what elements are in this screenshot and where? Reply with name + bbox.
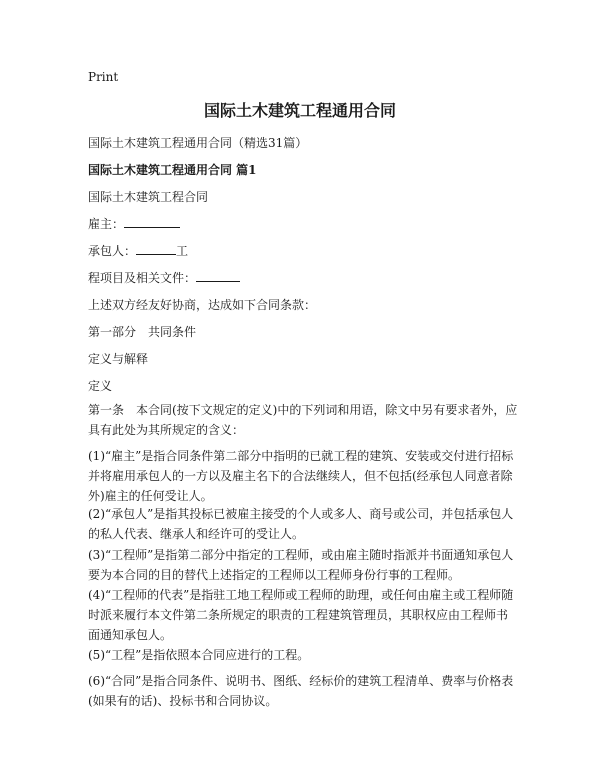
definitions-subheading: 定义 [88,379,113,393]
employer-label: 雇主： [88,217,125,231]
clause-definition-6: (6)“合同”是指合同条件、说明书、图纸、经标价的建筑工程清单、费率与价格表(如果有的话)、投标书和合同协议。 [88,674,514,708]
clause-definition-3: (3)“工程师”是指第二部分中指定的工程师，或由雇主随时指派并书面通知承包人要为本合同的目的替代上述指定的工程师以工程师身份行事的工程师。 [88,548,514,582]
definitions-heading: 定义与解释 [88,352,149,366]
document-subtitle: 国际土木建筑工程通用合同（精选31篇） [88,136,308,150]
clause-definition-4: (4)“工程师的代表”是指驻工地工程师或工程师的助理，或任何由雇主或工程师随时派来履行本文件第二条所规定的职责的工程建筑管理员，其职权应由工程师书面通知承包人。 [88,588,514,642]
project-docs-label: 程项目及相关文件： [88,271,197,285]
clause-definition-1: (1)“雇主”是指合同条件第二部分中指明的已就工程的建筑、安装或交付进行招标并将雇用承包人的一方以及雇主名下的合法继续人，但不包括(经承包人同意者除外)雇主的任何受让人。 [88,449,514,503]
project-docs-blank [196,269,240,282]
part-one-heading: 第一部分 共同条件 [88,325,197,339]
section-heading: 国际土木建筑工程通用合同 篇1 [88,163,257,177]
clause-definition-5: (5)“工程”是指依照本合同应进行的工程。 [88,648,310,662]
contract-name: 国际土木建筑工程合同 [88,190,209,204]
contractor-line [88,242,188,259]
employer-line [88,215,180,232]
clause-definition-2: (2)“承包人”是指其投标已被雇主接受的个人或多人、商号或公司，并包括承包人的私人代表、继承人和经许可的受让人。 [88,507,514,541]
print-label: Print [88,70,119,84]
contractor-suffix: 工 [176,244,189,258]
project-docs-line [88,269,240,286]
contractor-blank [136,242,176,255]
employer-blank [124,215,180,228]
clause-article-1: 第一条 本合同(按下文规定的定义)中的下列词和用语，除文中另有要求者外，应具有此处为其所规定的含义： [88,403,518,437]
contractor-label: 承包人： [88,244,137,258]
document-title: 国际土木建筑工程通用合同 [203,101,396,120]
agreement-line: 上述双方经友好协商，达成如下合同条款： [88,298,317,312]
